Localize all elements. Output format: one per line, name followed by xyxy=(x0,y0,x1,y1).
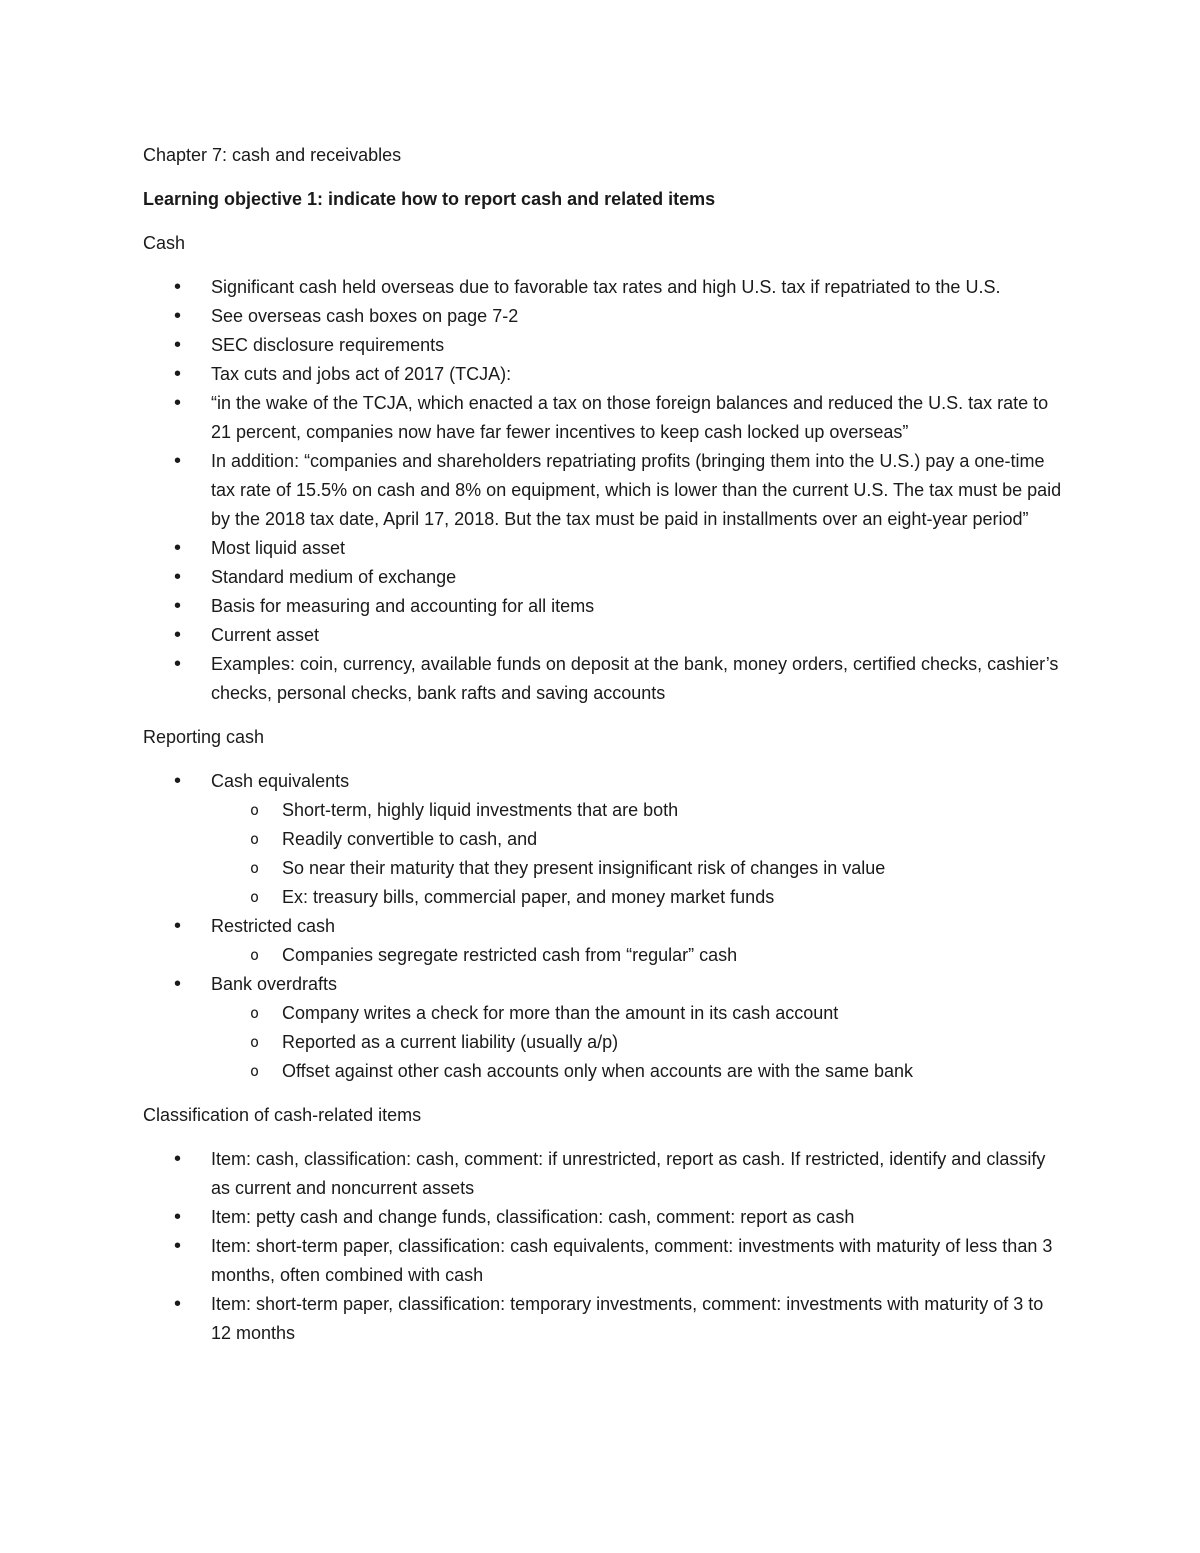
list-item xyxy=(143,621,1063,650)
chapter-title: Chapter 7: cash and receivables xyxy=(143,145,402,165)
list-item-text: Cash equivalents xyxy=(211,771,350,791)
list-item xyxy=(143,650,1063,708)
list-item xyxy=(143,360,1063,389)
list-item-text: Restricted cash xyxy=(211,916,336,936)
list-item xyxy=(143,1203,1063,1232)
list-item xyxy=(143,563,1063,592)
sub-bullet-list xyxy=(211,999,1063,1086)
list-item xyxy=(143,447,1063,534)
list-item-text: Item: cash, classification: cash, comment: if unrestricted, report as cash. If restricted, identify and classify as current and noncurrent assets xyxy=(211,1149,1046,1198)
list-item-text: Basis for measuring and accounting for all items xyxy=(211,596,595,616)
list-item-text: See overseas cash boxes on page 7-2 xyxy=(211,306,519,326)
list-item-text: SEC disclosure requirements xyxy=(211,335,445,355)
document-body xyxy=(143,141,1063,1363)
list-item xyxy=(143,1232,1063,1290)
list-item-text: Tax cuts and jobs act of 2017 (TCJA): xyxy=(211,364,512,384)
bullet-list xyxy=(143,1145,1063,1348)
list-item xyxy=(143,302,1063,331)
sub-list-item: o Companies segregate restricted cash from “regular” cash xyxy=(143,941,1063,970)
list-item-text: “in the wake of the TCJA, which enacted a tax on those foreign balances and reduced the U.S. tax rate to 21 percent, companies now have far fewer incentives to keep cash locked up overseas” xyxy=(211,393,1049,442)
sub-list-item: o So near their maturity that they present insignificant risk of changes in value xyxy=(143,854,1063,883)
sub-bullet-list xyxy=(211,796,1063,912)
sections-container xyxy=(143,229,1063,1348)
sub-list-item: o Company writes a check for more than the amount in its cash account xyxy=(143,999,1063,1028)
list-item xyxy=(143,534,1063,563)
list-item-text: Item: petty cash and change funds, classification: cash, comment: report as cash xyxy=(211,1207,855,1227)
bullet-list xyxy=(143,767,1063,1086)
section-heading: Cash xyxy=(143,233,186,253)
list-item-text: Most liquid asset xyxy=(211,538,346,558)
list-item xyxy=(143,767,1063,912)
list-item-text: Current asset xyxy=(211,625,320,645)
section-heading: Classification of cash-related items xyxy=(143,1105,422,1125)
list-item-text: Bank overdrafts xyxy=(211,974,338,994)
section-heading: Reporting cash xyxy=(143,727,265,747)
list-item xyxy=(143,970,1063,1086)
list-item xyxy=(143,331,1063,360)
bullet-list xyxy=(143,273,1063,708)
sub-list-item: o Readily convertible to cash, and xyxy=(143,825,1063,854)
list-item-text: Item: short-term paper, classification: cash equivalents, comment: investments with maturity of less than 3 months, often combined with cash xyxy=(211,1236,1053,1285)
list-item xyxy=(143,592,1063,621)
list-item xyxy=(143,273,1063,302)
sub-list-item: o Offset against other cash accounts only when accounts are with the same bank xyxy=(143,1057,1063,1086)
list-item-text: Examples: coin, currency, available funds on deposit at the bank, money orders, certified checks, cashier’s checks, personal checks, bank rafts and saving accounts xyxy=(211,654,1059,703)
list-item xyxy=(143,1145,1063,1203)
list-item xyxy=(143,1290,1063,1348)
sub-list-item: o Reported as a current liability (usually a/p) xyxy=(143,1028,1063,1057)
list-item xyxy=(143,389,1063,447)
learning-objective: Learning objective 1: indicate how to report cash and related items xyxy=(143,189,716,209)
list-item-text: In addition: “companies and shareholders repatriating profits (bringing them into the U.S.) pay a one-time tax rate of 15.5% on cash and 8% on equipment, which is lower than the current U.S. The tax must be paid by the 2018 tax date, April 17, 2018. But the tax must be paid in installments over an eight-year period” xyxy=(211,451,1062,529)
list-item-text: Standard medium of exchange xyxy=(211,567,457,587)
sub-list-item: o Short-term, highly liquid investments that are both xyxy=(143,796,1063,825)
list-item xyxy=(143,912,1063,970)
sub-bullet-list xyxy=(211,941,1063,970)
list-item-text: Significant cash held overseas due to favorable tax rates and high U.S. tax if repatriated to the U.S. xyxy=(211,277,1001,297)
list-item-text: Item: short-term paper, classification: temporary investments, comment: investments with maturity of 3 to 12 months xyxy=(211,1294,1044,1343)
sub-list-item: o Ex: treasury bills, commercial paper, and money market funds xyxy=(143,883,1063,912)
